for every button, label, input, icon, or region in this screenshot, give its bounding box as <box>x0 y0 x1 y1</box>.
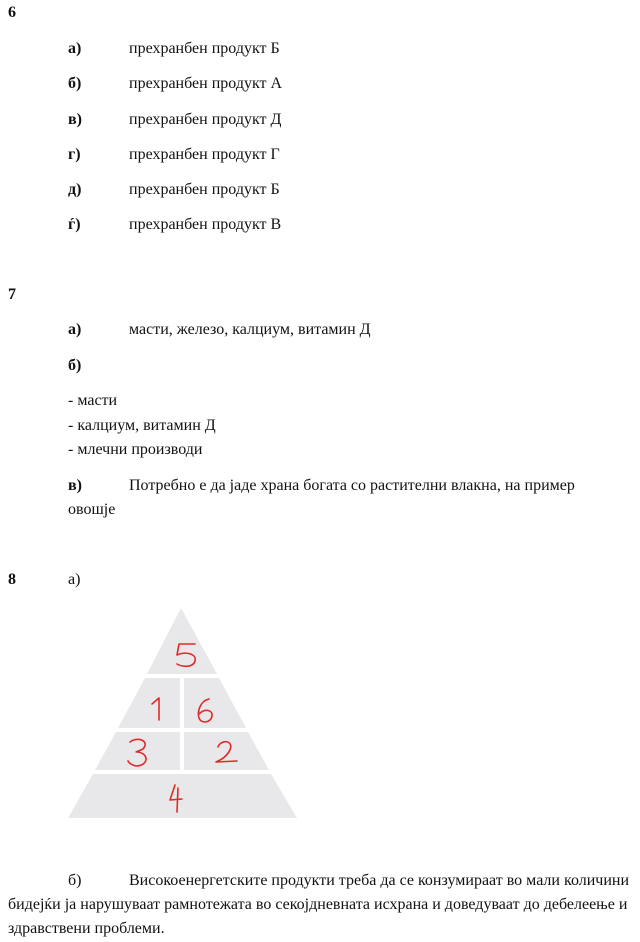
item-label: б) <box>68 357 82 374</box>
q8-item-b <box>8 869 634 941</box>
item-label: ѓ) <box>68 216 81 233</box>
item-label: б) <box>68 75 82 92</box>
item-text: прехранбен продукт Г <box>129 146 280 163</box>
item-text: масти, железо, калциум, витамин Д <box>129 321 371 338</box>
q7-item-v-continued: овошје <box>68 501 116 518</box>
food-pyramid-graphic <box>66 604 300 822</box>
item-text: Високоенергетските продукти треба да се конзумираат во мали количини бидејќи ја нарушуваат рамнотежата во секојдневната исхрана и доведуваат до дебелеење и здравствени проблеми. <box>8 872 630 937</box>
q7-list-item: - млечни производи <box>68 441 203 458</box>
item-label: в) <box>68 111 82 128</box>
q7-list-item: - калциум, витамин Д <box>68 417 216 434</box>
item-label: б) <box>68 872 82 889</box>
pyramid-tier-top <box>147 608 217 674</box>
item-label: а) <box>68 40 82 57</box>
pyramid-tier-base <box>68 774 297 818</box>
item-text: прехранбен продукт Д <box>129 111 282 128</box>
item-text: прехранбен продукт Б <box>129 181 280 198</box>
question-number-8: 8 <box>8 571 16 588</box>
pyramid-tier-3-right <box>184 732 269 770</box>
question-number-6: 6 <box>8 4 16 21</box>
item-label: г) <box>68 146 81 163</box>
q8-item-a-label: а) <box>68 571 81 588</box>
item-text: Потребно е да јаде храна богата со растителни влакна, на пример <box>129 477 575 494</box>
item-text: прехранбен продукт А <box>129 75 283 92</box>
pyramid-tier-2-left <box>118 678 180 728</box>
item-text: прехранбен продукт В <box>129 216 282 233</box>
food-pyramid <box>66 604 300 822</box>
q7-list-item: - масти <box>68 392 118 409</box>
pyramid-tier-2-right <box>184 678 246 728</box>
item-label: в) <box>68 477 82 494</box>
item-label: а) <box>68 321 82 338</box>
question-number-7: 7 <box>8 286 16 303</box>
item-text: прехранбен продукт Б <box>129 40 280 57</box>
item-label: д) <box>68 181 82 198</box>
